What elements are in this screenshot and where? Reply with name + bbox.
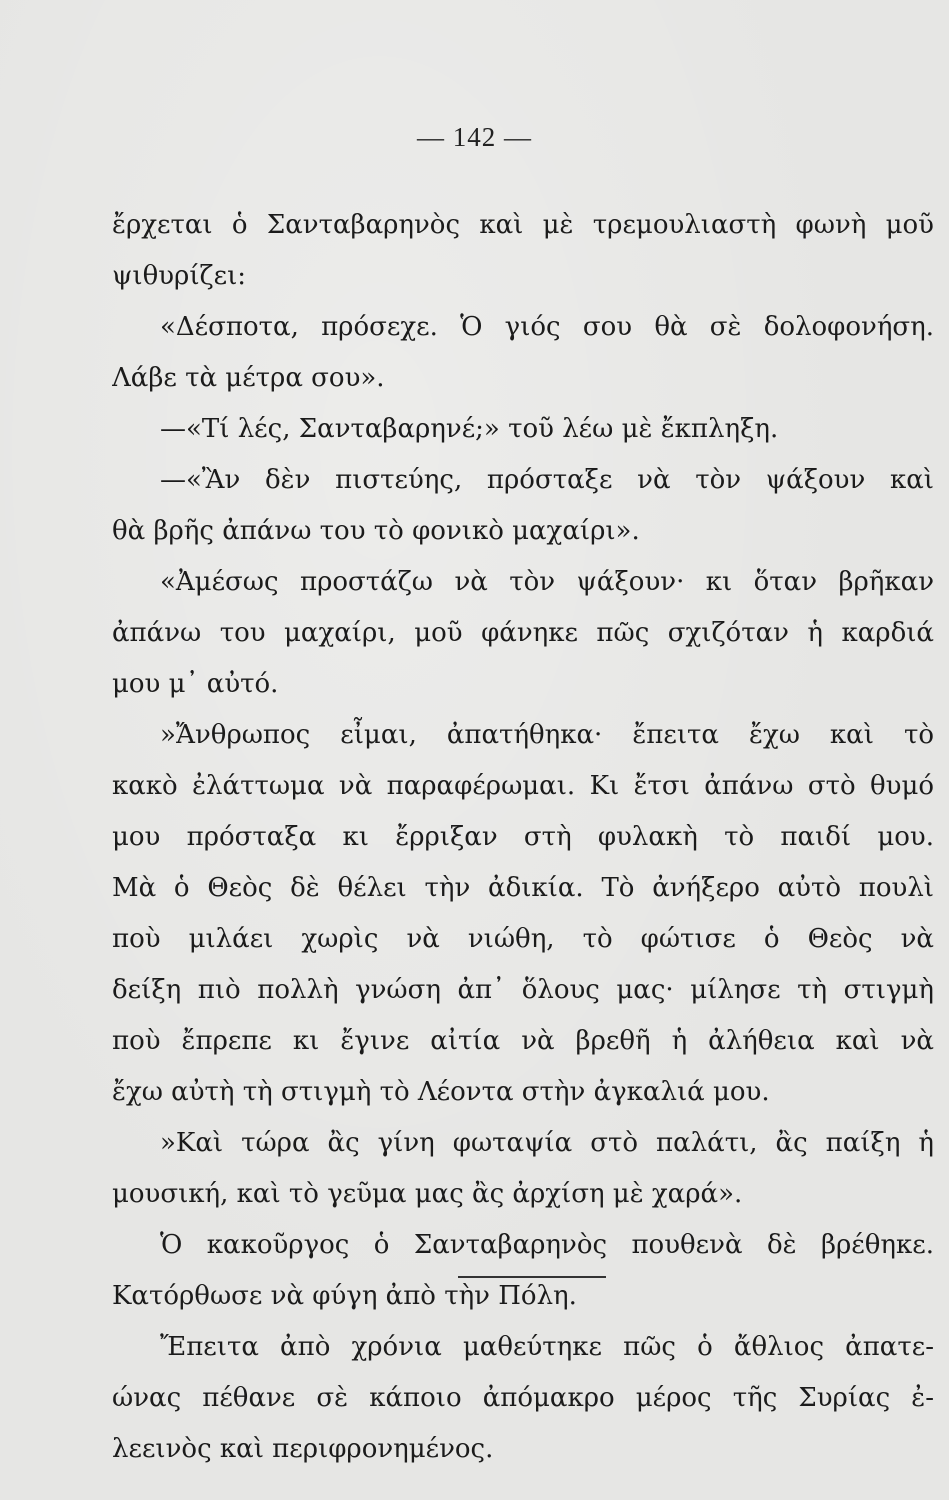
text-line: ἀπάνω του μαχαίρι, μοῦ φάνηκε πῶς σχιζόταν ἡ καρδιά [112,618,934,648]
text-line: ποὺ μιλάει χωρὶς νὰ νιώθη, τὸ φώτισε ὁ Θεὸς νὰ [112,924,934,954]
text-line: μου μ᾽ αὐτό. [112,669,279,699]
text-line: μου πρόσταξα κι ἔρριξαν στὴ φυλακὴ τὸ παιδί μου. [112,822,934,852]
text-line: ἔρχεται ὁ Σανταβαρηνὸς καὶ μὲ τρεμουλιαστὴ φωνὴ μοῦ [112,210,934,240]
text-line: Ὁ κακοῦργος ὁ Σανταβαρηνὸς πουθενὰ δὲ βρέθηκε. [160,1230,934,1260]
text-line: ἔχω αὐτὴ τὴ στιγμὴ τὸ Λέοντα στὴν ἀγκαλιά μου. [112,1077,770,1107]
text-line: »Καὶ τώρα ἂς γίνη φωταψία στὸ παλάτι, ἂς παίξη ἡ [160,1128,934,1158]
body-text [112,200,934,1475]
text-line: Λάβε τὰ μέτρα σου». [112,363,385,393]
text-line: »Ἄνθρωπος εἶμαι, ἀπατήθηκα· ἔπειτα ἔχω καὶ τὸ [160,720,934,750]
text-line: μουσική, καὶ τὸ γεῦμα μας ἂς ἀρχίση μὲ χαρά». [112,1179,743,1209]
text-line: θὰ βρῆς ἀπάνω του τὸ φονικὸ μαχαίρι». [112,516,640,546]
section-divider [458,1276,606,1278]
text-line: —«Ἂν δὲν πιστεύης, πρόσταξε νὰ τὸν ψάξουν καὶ [160,465,934,495]
text-line: «Δέσποτα, πρόσεχε. Ὁ γιός σου θὰ σὲ δολοφονήση. [160,312,934,342]
text-line: δείξη πιὸ πολλὴ γνώση ἀπ᾽ ὅλους μας· μίλησε τὴ στιγμὴ [112,975,934,1005]
text-line: Ἔπειτα ἀπὸ χρόνια μαθεύτηκε πῶς ὁ ἄθλιος ἀπατε- [160,1332,934,1362]
text-line: κακὸ ἐλάττωμα νὰ παραφέρωμαι. Κι ἔτσι ἀπάνω στὸ θυμό [112,771,934,801]
text-line: —«Τί λές, Σανταβαρηνέ;» τοῦ λέω μὲ ἔκπληξη. [160,414,779,444]
text-line: ποὺ ἔπρεπε κι ἔγινε αἰτία νὰ βρεθῆ ἡ ἀλήθεια καὶ νὰ [112,1026,934,1056]
text-line: Κατόρθωσε νὰ φύγη ἀπὸ τὴν Πόλη. [112,1281,577,1311]
text-line: «Ἀμέσως προστάζω νὰ τὸν ψάξουν· κι ὅταν βρῆκαν [160,567,934,597]
text-line: Μὰ ὁ Θεὸς δὲ θέλει τὴν ἀδικία. Τὸ ἀνήξερο αὐτὸ πουλὶ [112,873,934,903]
text-line: ψιθυρίζει: [112,261,247,291]
text-line: λεεινὸς καὶ περιφρονημένος. [112,1434,494,1464]
text-line: ώνας πέθανε σὲ κάποιο ἀπόμακρο μέρος τῆς Συρίας ἐ- [112,1383,934,1413]
page-number: — 142 — [417,122,532,152]
